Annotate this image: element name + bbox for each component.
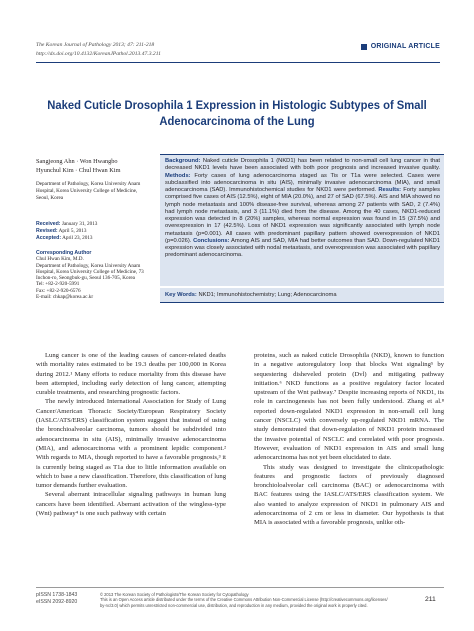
affiliation-line-2: Hospital, Korea University College of Medicine, [36, 188, 138, 194]
eissn: eISSN 2092-8920 [36, 599, 78, 605]
page-number: 211 [425, 596, 436, 603]
header-divider [36, 62, 440, 63]
corresponding-author [36, 250, 154, 300]
article-type-label: ORIGINAL ARTICLE [370, 43, 440, 50]
authors-line-1: Sangjeong Ahn · Won Hwangbo [36, 158, 118, 165]
body-paragraph: The newly introduced International Association for Study of Lung Cancer/American Thoracic Society/European Respiratory Society (IASLC/ATS/ERS) classification system suggest that instead of using the bronchioalveolar carcinoma, tumors should be subdivided into adenocarcinoma in situ (AIS), minimally invasive adenocarcinoma (MIA), and adenocarcinoma with a prominent lepidic component.² With regards to MIA, though reported to have a favorable prognosis,³ it is currently being staged as T1a due to little information available on which to base a new classification. Therefore, this classification of lung tumor demands further evaluation. [36, 398, 226, 490]
corresponding-address-3: Inchon-ro, Seongbuk-gu, Seoul 136-705, Korea [36, 275, 135, 282]
license-line-1: This is an Open Access article distributed under the terms of the Creative Commons Attribution Non-Commercial License (http://creativecommons.org/licenses/ [100, 597, 388, 603]
body-column-right [254, 351, 444, 528]
conclusions-text: Among AIS and SAD, MIA had better outcomes than SAD. Down-regulated NKD1 expression was closely associated with nodal metastasis, and overexpression was associated with papillary predominant adenocarcinoma. [165, 237, 441, 259]
journal-citation: The Korean Journal of Pathology 2013; 47: 211-218 [36, 42, 155, 48]
issn-block [36, 592, 77, 606]
corresponding-address-2: Hospital, Korea University College of Medicine, 73 [36, 268, 144, 275]
pissn: pISSN 1738-1843 [36, 592, 78, 598]
corresponding-address-1: Department of Pathology, Korea University Anam [36, 262, 141, 269]
copyright-line: © 2013 The Korean Society of Pathologists/The Korean Society for Cytopathology [100, 592, 249, 597]
author-list [36, 158, 154, 175]
corresponding-tel: Tel: +82-2-920-5991 [36, 281, 80, 288]
keywords-label: Key Words: [165, 292, 197, 298]
title-line-1: Naked Cuticle Drosophila 1 Expression in Histologic Subtypes of Small [47, 98, 427, 112]
license-line-2: by-nc/3.0) which permits unrestricted non-commercial use, distribution, and reproduction in any medium, provided the original work is properly cited. [100, 602, 368, 608]
article-type-badge [361, 43, 440, 50]
accepted-label: Accepted: [36, 235, 62, 241]
keywords [160, 288, 444, 303]
page-header [36, 41, 440, 65]
square-icon [361, 44, 367, 50]
revised-label: Revised: [36, 228, 58, 234]
title-line-2: Adenocarcinoma of the Lung [159, 114, 315, 128]
article-title [47, 97, 428, 129]
received-date: Received: January 31, 2013 [36, 221, 98, 227]
affiliation-line-1: Department of Pathology, Korea University Anam [36, 181, 141, 187]
doi-link[interactable]: http://dx.doi.org/10.4132/KoreanJPathol.2013.47.3.211 [36, 51, 161, 57]
background-label: Background: [165, 158, 201, 164]
body-paragraph: Lung cancer is one of the leading causes of cancer-related deaths with mortality rates estimated to be 19.3 deaths per 100,000 in Korea during 2012.¹ Many efforts to reduce mortality from this disease have been attempted, including early detection of lung cancer, attempting curable treatments, and researching prognostic factors. [36, 352, 226, 397]
received-label: Received: [36, 221, 61, 227]
body-paragraph: This study was designed to investigate the clinicopathologic features and prognostic factors of previously diagnosed bronchioloalveolar cell carcinoma (BAC) or adenocarcinoma with BAC features using the IASLC/ATS/ERS classification system. We also wanted to analyze expression of NKD1 in pulmonary AIS and adenocarcinoma of 2 cm or less in diameter. Our hypothesis is that MIA is associated with a favorable prognosis, unlike oth- [254, 463, 444, 527]
background-text: Naked cuticle Drosophila 1 (NKD1) has been related to non-small cell lung cancer in that decreased NKD1 levels have been associated with both poor prognosis and increased invasive quality. [165, 158, 440, 172]
keywords-text: NKD1; Immunohistochemistry; Lung; Adenocarcinoma [198, 292, 337, 298]
affiliation [36, 181, 154, 202]
corresponding-author-name: Chul Hwan Kim, M.D. [36, 256, 84, 263]
abstract [160, 154, 444, 286]
affiliation-line-3: Seoul, Korea [36, 195, 64, 201]
methods-label: Methods: [165, 172, 191, 179]
methods-text: Forty cases of lung adenocarcinoma staged as Tis or T1a were selected. Cases were subclassified into adenocarcinoma in situ (AIS), minimally invasive adenocarcinoma (MIA), and small adenocarcinoma (SAD). Immunohistochemical studies for NKD1 were performed. [165, 172, 440, 193]
revised-date: Revised: April 5, 2013 [36, 228, 87, 234]
body-column-left [36, 351, 226, 518]
corresponding-fax: Fax: +82-2-920-6576 [36, 287, 81, 294]
accepted-date: Accepted: April 23, 2013 [36, 235, 93, 241]
article-dates [36, 221, 154, 242]
footer-divider [36, 587, 444, 588]
results-label: Results: [378, 187, 402, 193]
body-paragraph: proteins, such as naked cuticle Drosophila (NKD), known to function in a negative autoregulatory loop that blocks Wnt signaling⁵ by sequestering disheveled protein (Dvl) and mitigating pathway initiation.⁶ NKD functions as a positive regulatory factor located upstream of the Wnt pathway.⁷ Despite increasing reports of NKD1, its role in carcinogenesis has not been fully understood. Zhang et al.⁸ reported down-regulated NKD1 expression in non-small cell lung cancer (NSCLC) with conversely up-regulated NKD1 mRNA. The study demonstrated that down-regulation of NKD1 protein increased the invasive potential of NSCLC and correlated with poor prognosis. However, evaluation of NKD1 expression in AIS and small lung adenocarcinoma has not yet been elucidated to date. [254, 352, 444, 462]
authors-line-2: Hyunchul Kim · Chul Hwan Kim [36, 166, 121, 174]
corresponding-author-title: Corresponding Author [36, 250, 92, 256]
body-paragraph: Several aberrant intracellular signaling pathways in human lung cancers have been identified. Aberrant activation of the wingless-type (Wnt) pathway⁴ is one such pathway with certain [36, 491, 226, 518]
license-notice [100, 592, 418, 608]
conclusions-label: Conclusions: [193, 237, 230, 244]
corresponding-email[interactable]: E-mail: chkap@korea.ac.kr [36, 294, 94, 301]
results-text: Forty samples comprised five cases of AIS (12.5%), eight of MIA (20.0%), and 27 of SAD (67.5%). AIS and MIA showed no lymph node metastasis and 100% disease-free survival, whereas among 27 patients with SAD, 2 (7.4%) had lymph node metastasis, and 3 (11.1%) died from the disease. Among the 40 cases, NKD1-reduced expression was detected in 8 (20%) samples, whereas normal expression was found in 15 (37.5%) and overexpression in 17 (42.5%). Loss of NKD1 expression was significantly associated with lymph node metastasis (p=0.001). All cases with predominant papillary pattern showed overexpression of NKD1 (p=0.026). [165, 187, 440, 244]
